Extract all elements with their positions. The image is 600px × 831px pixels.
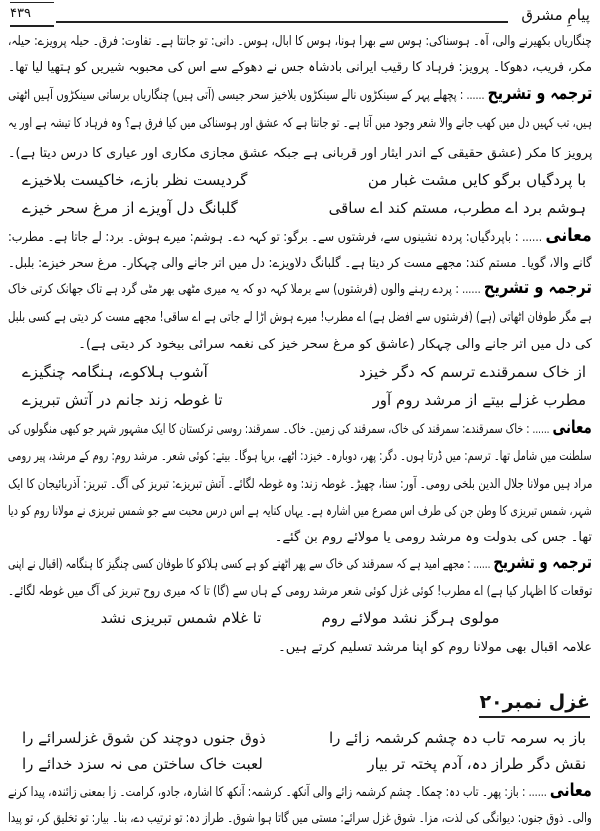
maani-heading: معانی [550,780,592,801]
verse-hemistich-left: ذوق جنوں دوچند کن شوق غزلسرائے را [22,729,266,747]
quote-verse [0,606,600,630]
line-text: توقعات کا اظہار کیا ہے) اے مطرب! کوئی غزل کوئی شعر مرشد رومی کے ہاں سے (گا) تا کہ میری روح تبریز کی آگ میں غوطہ لگائے۔ [7,584,592,599]
dots: ...... [528,785,547,799]
text-line [8,250,592,274]
line-text: : مجھے امید ہے کہ سمرقند کی خاک سے پھر اٹھنے کو ہے کسی ہلاکو کا طوفان کسی چنگیز کا ہنگامہ (اقبال نے اپنی [8,557,471,572]
page-number: ۴۳۹ [10,2,54,27]
verse-hemistich-right: ہوشم برد اے مطرب، مستم کند اے ساقی [328,199,586,217]
header-rule [56,21,508,23]
verse-hemistich-left: لعبت خاک ساختن می نہ سزد خدائے را [22,755,263,773]
verse-hemistich-left: آشوب ہلاکوے، ہنگامہ چنگیزے [22,363,208,381]
line-text: : باز: پھر۔ تاب دہ: چمکا۔ چشم کرشمہ زائے والی آنکھ۔ کرشمہ: آنکھ کا اشارہ، جادو، کرامت۔ زا بمعنی زائندہ، پیدا کرنے [8,785,526,800]
verse-hemistich-right: باز بہ سرمہ تاب دہ چشم کرشمہ زائے را [329,729,586,747]
verse-hemistich-right: نقش دگر طراز دہ، آدم پختہ تر بیار [367,755,586,773]
text-line [8,304,592,328]
line-text: مراد ہیں مولانا جلال الدین بلخی رومی۔ آور: سنا، چھیڑ۔ غوطہ زند: وہ غوطہ لگائے۔ آتش تبریزے: تبریز کی آگ۔ تبریز: آذربائیجان کا ایک [7,477,592,492]
text-line [8,634,592,658]
line-text: ہیں، تب کہیں دل میں کھب جانے والا شعر وجود میں آتا ہے۔ تو جانتا ہے کہ عشق اور ہوسناکی میں کیا فرق ہے؟ وہ فرہاد کا تیشہ ہے اور یہ [7,116,592,131]
line-text: چنگاریاں بکھیرنے والی، آہ۔ ہوسناکی: ہوس سے بھرا ہونا، ہوس کا ابال، ہوس۔ دانی: تو جانتا ہے۔ تفاوت: فرق۔ حیلہ پرویزے: حیلہ، [8,34,592,49]
quote-hemistich-left: تا غلام شمس تبریزی نشد [100,609,262,627]
tarjuma-line [8,276,592,300]
line-text: گانے والا، گویا۔ مستم کند: مجھے مست کر دیتا ہے۔ گلبانگ دلاویزے: دل میں اتر جانے والی چہکار۔ مرغ سحر خیزے: بلبل۔ [8,256,592,271]
dots: ...... [473,557,491,571]
text-line [8,331,592,355]
verse-hemistich-left: تا غوطہ زند جانم در آتش تبریزے [22,391,223,409]
tarjuma-line [8,82,592,106]
text-line [8,498,592,522]
text-line [8,524,592,548]
line-text: : پچھلے پہر کے سینکڑوں نالے سینکڑوں بلاخیز سحر جیسی (آتی ہیں) چنگاریاں برساتی سینکڑوں آہیں اٹھتی [7,88,463,103]
verse-hemistich-left: گلبانگ دل آویزے از مرغ سحر خیزے [22,199,238,217]
maani-line [8,224,592,248]
line-text: علامہ اقبال بھی مولانا روم کو اپنا مرشد تسلیم کرتے ہیں۔ [278,640,592,655]
book-title: پیامِ مشرق [521,6,590,24]
maani-line [8,416,592,440]
text-line [8,140,592,164]
tarjuma-line [8,551,592,575]
line-text: : خاک سمرقندے: سمرقند کی خاک، سمرقند کی زمین۔ خاک۔ سمرقند: روسی ترکستان کا ایک مشہور شہر جو کبھی منگولوں کی [8,422,530,437]
text-line [8,54,592,78]
line-text: ہے مگر طوفان اٹھاتی (ہے) (فرشتوں سے افضل ہے) اے مطرب! میرے ہوش اڑا لے جاتی ہے اے ساقی! مجھے مست کر دیتی ہے کسی بلبل [8,310,592,325]
text-line [8,471,592,495]
dots: ...... [462,282,481,296]
line-text: والی۔ ذوق جنوں: دیوانگی کی لذت، مزا۔ شوق غزل سرائے: مستی میں گاتا ہوا شوق۔ طراز دہ: تو ترتیب دے، بنا۔ بیار: تو تخلیق کر، تو پیدا [8,811,592,826]
maani-line [8,779,592,803]
line-text: سلطنت میں شامل تھا۔ ترسم: میں ڈرتا ہوں۔ دگر: پھر، دوبارہ۔ خیزد: اٹھے، برپا ہوگا۔ بیتے: کوئی شعر۔ مرشد روم: روم کے مرشد، پیر رومی [8,449,592,464]
line-text: : باپردگیاں: پردہ نشینوں سے، فرشتوں سے۔ برگو: تو کہہ دے۔ ہوشم: میرے ہوش۔ برد: لے جاتا ہے۔ مطرب: [8,230,519,245]
dots: ...... [522,230,543,244]
text-line [8,443,592,467]
text-line [8,805,592,829]
line-text: پرویز کا مکر (عشق حقیقی کے اندر ایثار اور قربانی ہے جبکہ عشق مجازی مکاری اور عیاری کا درس دیتا ہے)۔ [7,146,592,161]
tarjuma-heading: ترجمہ و تشریح [484,277,592,298]
quote-hemistich-right: مولوی ہرگز نشد مولائے روم [321,609,500,627]
maani-heading: معانی [545,225,592,246]
line-text: تھا۔ جس کی بدولت وہ مرشد رومی یا مولائے روم بن گئے۔ [274,530,592,545]
line-text: کی دل میں اتر جانے والی چہکار (عاشق کو مرغ سحر خیز کی نغمہ سرائی بیخود کر دیتی ہے)۔ [78,337,592,352]
verse-hemistich-left: گردیست نظر بازے، خاکیست بلاخیزے [22,171,248,189]
tarjuma-heading: ترجمہ و تشریح [487,83,592,104]
verse-hemistich-right: با پردگیاں برگو کایں مشت غبار من [367,171,586,189]
line-text: : پردے رہنے والوں (فرشتوں) سے برملا کہہ دو کہ یہ میری مٹھی بھر مٹی گرد ہے تاک جھانک کرتی خاک [8,282,460,297]
verse-hemistich-right: مطرب غزلے بیتے از مرشد روم آور [372,391,586,409]
dots: ...... [532,422,550,436]
dots: ...... [466,88,485,102]
text-line [8,110,592,134]
text-line [8,578,592,602]
text-line [8,28,592,52]
ghazal-title: غزل نمبر۲۰ [479,690,590,718]
verse-hemistich-right: از خاک سمرقندے ترسم کہ دگر خیزد [359,363,586,381]
line-text: شہر، شمس تبریزی کا وطن جن کی طرف اس مصرع میں اشارہ ہے۔ یہاں کنایہ ہے اس درس محبت سے جو شمس تبریزی نے مولانا روم کو دیا [8,504,592,519]
line-text: مکر، فریب، دھوکا۔ پرویز: فرہاد کا رقیب ایرانی بادشاہ جس نے دھوکے سے اس کی محبوبہ شیریں کو ہتھیا لیا تھا۔ [8,60,592,75]
maani-heading: معانی [552,417,592,438]
tarjuma-heading: ترجمہ و تشریح [493,552,592,573]
